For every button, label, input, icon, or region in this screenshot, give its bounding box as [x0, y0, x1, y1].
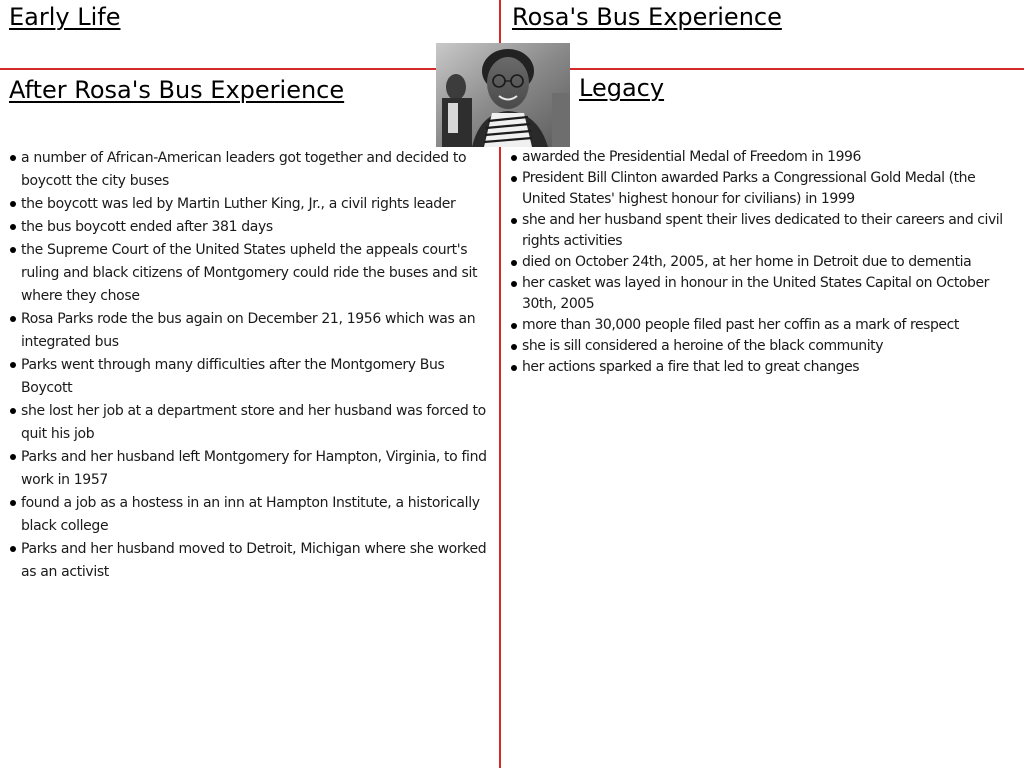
legacy-list-item [510, 252, 1010, 273]
after-list-item-text: a number of African-American leaders got together and decided to boycott the city buses [21, 150, 467, 189]
after-list-item [9, 216, 491, 239]
heading-after-bus-experience: After Rosa's Bus Experience [9, 76, 345, 104]
heading-bus-experience: Rosa's Bus Experience [512, 3, 782, 31]
legacy-list-item [510, 273, 1010, 315]
after-list-item [9, 400, 491, 446]
after-list-item-text: she lost her job at a department store and her husband was forced to quit his job [21, 403, 486, 442]
rosa-parks-photo [436, 43, 570, 147]
after-list-item-text: the boycott was led by Martin Luther King, Jr., a civil rights leader [21, 196, 456, 212]
after-list-item [9, 446, 491, 492]
after-list-item-text: found a job as a hostess in an inn at Hampton Institute, a historically black college [21, 495, 480, 534]
after-list-item-text: the bus boycott ended after 381 days [21, 219, 273, 235]
after-list-item-text: Parks went through many difficulties after the Montgomery Bus Boycott [21, 357, 445, 396]
legacy-list-item-text: she and her husband spent their lives dedicated to their careers and civil rights activities [522, 212, 1003, 249]
legacy-list-item-text: her casket was layed in honour in the United States Capital on October 30th, 2005 [522, 275, 989, 312]
after-list-item [9, 239, 491, 308]
legacy-list [510, 147, 1010, 378]
after-list-item [9, 538, 491, 584]
after-list-item-text: Parks and her husband moved to Detroit, Michigan where she worked as an activist [21, 541, 487, 580]
after-list-item-text: Parks and her husband left Montgomery for Hampton, Virginia, to find work in 1957 [21, 449, 487, 488]
legacy-list-item [510, 315, 1010, 336]
after-list-item-text: the Supreme Court of the United States upheld the appeals court's ruling and black citizens of Montgomery could ride the buses and sit where they chose [21, 242, 478, 304]
portrait-illustration [436, 43, 570, 147]
legacy-list-item [510, 357, 1010, 378]
after-list-item-text: Rosa Parks rode the bus again on December 21, 1956 which was an integrated bus [21, 311, 476, 350]
legacy-list-item [510, 168, 1010, 210]
legacy-list-item-text: died on October 24th, 2005, at her home in Detroit due to dementia [522, 254, 972, 270]
after-list-item [9, 147, 491, 193]
legacy-list-item-text: President Bill Clinton awarded Parks a Congressional Gold Medal (the United States' highest honour for civilians) in 1999 [522, 170, 976, 207]
legacy-list-item-text: more than 30,000 people filed past her coffin as a mark of respect [522, 317, 959, 333]
legacy-list-item-text: awarded the Presidential Medal of Freedom in 1996 [522, 149, 861, 165]
legacy-list-item [510, 210, 1010, 252]
heading-early-life: Early Life [9, 3, 121, 31]
after-list-item [9, 492, 491, 538]
after-list-item [9, 308, 491, 354]
legacy-list-item-text: she is sill considered a heroine of the black community [522, 338, 884, 354]
after-list-item [9, 193, 491, 216]
heading-legacy: Legacy [579, 74, 665, 102]
legacy-list-item-text: her actions sparked a fire that led to great changes [522, 359, 860, 375]
legacy-list-item [510, 147, 1010, 168]
after-list-item [9, 354, 491, 400]
legacy-list-item [510, 336, 1010, 357]
after-bus-experience-list [9, 147, 491, 584]
